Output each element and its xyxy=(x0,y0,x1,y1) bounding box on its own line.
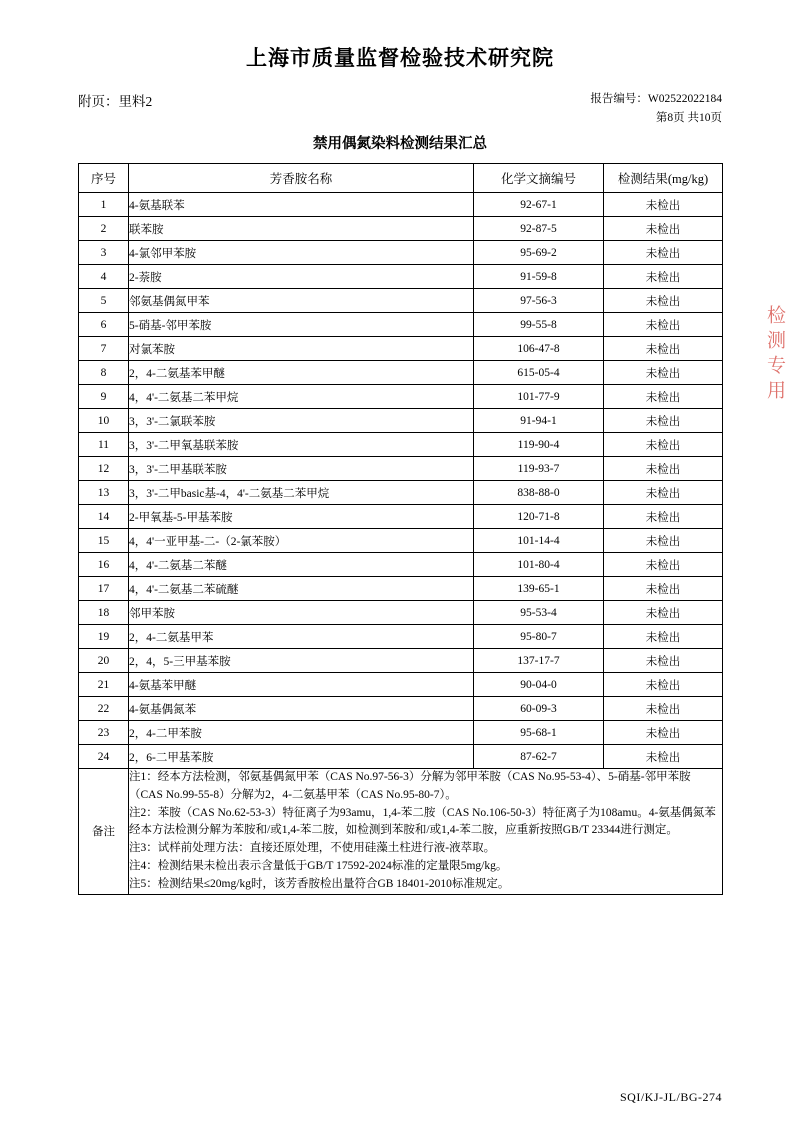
cell-cas: 101-77-9 xyxy=(474,385,604,409)
cell-index: 22 xyxy=(79,697,129,721)
cell-index: 12 xyxy=(79,457,129,481)
cell-index: 13 xyxy=(79,481,129,505)
cell-index: 17 xyxy=(79,577,129,601)
cell-result: 未检出 xyxy=(604,529,723,553)
cell-index: 19 xyxy=(79,625,129,649)
cell-cas: 92-67-1 xyxy=(474,193,604,217)
table-row xyxy=(79,553,723,577)
cell-result: 未检出 xyxy=(604,577,723,601)
cell-amine-name: 3，3'-二甲基联苯胺 xyxy=(129,457,474,481)
cell-cas: 87-62-7 xyxy=(474,745,604,769)
cell-result: 未检出 xyxy=(604,721,723,745)
cell-index: 6 xyxy=(79,313,129,337)
cell-index: 10 xyxy=(79,409,129,433)
page-number: 第8页 共10页 xyxy=(655,112,722,124)
cell-cas: 95-68-1 xyxy=(474,721,604,745)
table-row xyxy=(79,577,723,601)
cell-cas: 90-04-0 xyxy=(474,673,604,697)
cell-result: 未检出 xyxy=(604,313,723,337)
cell-amine-name: 2-萘胺 xyxy=(129,265,474,289)
cell-result: 未检出 xyxy=(604,385,723,409)
cell-result: 未检出 xyxy=(604,553,723,577)
cell-amine-name: 邻甲苯胺 xyxy=(129,601,474,625)
attachment-label: 附页：里料2 xyxy=(78,94,153,109)
cell-result: 未检出 xyxy=(604,481,723,505)
cell-index: 21 xyxy=(79,673,129,697)
page-title: 禁用偶氮染料检测结果汇总 xyxy=(313,136,487,152)
cell-cas: 119-93-7 xyxy=(474,457,604,481)
cell-amine-name: 4，4'-二氨基二苯甲烷 xyxy=(129,385,474,409)
cell-amine-name: 4-氨基苯甲醚 xyxy=(129,673,474,697)
table-row xyxy=(79,649,723,673)
cell-index: 9 xyxy=(79,385,129,409)
remark-line: 注2：苯胺（CAS No.62-53-3）特征离子为93amu，1,4-苯二胺（CAS No.106-50-3）特征离子为108amu。4-氨基偶氮苯经本方法检测分解为苯胺和/或1,4-苯二胺，如检测到苯胺和/或1,4-苯二胺，应重新按照GB/T 23344进行测定。 xyxy=(129,806,716,837)
table-row xyxy=(79,673,723,697)
table-row xyxy=(79,625,723,649)
cell-cas: 91-59-8 xyxy=(474,265,604,289)
cell-cas: 615-05-4 xyxy=(474,361,604,385)
column-header-cas: 化学文摘编号 xyxy=(474,164,604,193)
table-row xyxy=(79,529,723,553)
results-table xyxy=(78,163,723,895)
cell-cas: 101-14-4 xyxy=(474,529,604,553)
cell-amine-name: 对氯苯胺 xyxy=(129,337,474,361)
cell-cas: 838-88-0 xyxy=(474,481,604,505)
remark-line: 注1：经本方法检测，邻氨基偶氮甲苯（CAS No.97-56-3）分解为邻甲苯胺（CAS No.95-53-4）、5-硝基-邻甲苯胺（CAS No.99-55-8）分解为2，4-二氨基甲苯（CAS No.95-80-7）。 xyxy=(129,771,691,801)
cell-amine-name: 2-甲氧基-5-甲基苯胺 xyxy=(129,505,474,529)
table-row xyxy=(79,313,723,337)
cell-cas: 119-90-4 xyxy=(474,433,604,457)
form-code: SQI/KJ-JL/BG-274 xyxy=(619,1090,722,1104)
cell-amine-name: 邻氨基偶氮甲苯 xyxy=(129,289,474,313)
organization-title: 上海市质量监督检验技术研究院 xyxy=(246,46,554,70)
cell-amine-name: 4-氨基联苯 xyxy=(129,193,474,217)
table-row xyxy=(79,721,723,745)
cell-cas: 99-55-8 xyxy=(474,313,604,337)
cell-index: 14 xyxy=(79,505,129,529)
cell-result: 未检出 xyxy=(604,673,723,697)
cell-result: 未检出 xyxy=(604,361,723,385)
cell-result: 未检出 xyxy=(604,265,723,289)
cell-amine-name: 4，4'-二氨基二苯醚 xyxy=(129,553,474,577)
cell-index: 18 xyxy=(79,601,129,625)
cell-index: 23 xyxy=(79,721,129,745)
cell-cas: 137-17-7 xyxy=(474,649,604,673)
cell-amine-name: 3，3'-二甲basic基-4，4'-二氨基二苯甲烷 xyxy=(129,481,474,505)
cell-cas: 95-53-4 xyxy=(474,601,604,625)
table-row xyxy=(79,433,723,457)
stamp-seal: 检测专用 xyxy=(764,305,785,405)
cell-index: 16 xyxy=(79,553,129,577)
cell-cas: 95-69-2 xyxy=(474,241,604,265)
cell-result: 未检出 xyxy=(604,337,723,361)
cell-index: 2 xyxy=(79,217,129,241)
cell-index: 1 xyxy=(79,193,129,217)
cell-result: 未检出 xyxy=(604,649,723,673)
remark-line: 注3：试样前处理方法：直接还原处理，不使用硅藻土柱进行液-液萃取。 xyxy=(129,842,496,855)
cell-cas: 106-47-8 xyxy=(474,337,604,361)
cell-amine-name: 5-硝基-邻甲苯胺 xyxy=(129,313,474,337)
remarks-row xyxy=(79,769,723,895)
cell-cas: 101-80-4 xyxy=(474,553,604,577)
table-row xyxy=(79,193,723,217)
cell-result: 未检出 xyxy=(604,193,723,217)
table-row xyxy=(79,505,723,529)
cell-index: 8 xyxy=(79,361,129,385)
column-header-result: 检测结果(mg/kg) xyxy=(604,164,723,193)
report-number: 报告编号：W02522022184 xyxy=(590,93,722,105)
table-row xyxy=(79,601,723,625)
cell-amine-name: 联苯胺 xyxy=(129,217,474,241)
cell-amine-name: 2，6-二甲基苯胺 xyxy=(129,745,474,769)
table-row xyxy=(79,481,723,505)
table-row xyxy=(79,217,723,241)
table-row xyxy=(79,289,723,313)
cell-amine-name: 2，4-二氨基苯甲醚 xyxy=(129,361,474,385)
cell-result: 未检出 xyxy=(604,505,723,529)
table-row xyxy=(79,241,723,265)
cell-cas: 97-56-3 xyxy=(474,289,604,313)
cell-result: 未检出 xyxy=(604,433,723,457)
table-row xyxy=(79,745,723,769)
table-header-row xyxy=(79,164,723,193)
remark-line: 注4：检测结果未检出表示含量低于GB/T 17592-2024标准的定量限5mg/kg。 xyxy=(129,860,508,873)
cell-cas: 139-65-1 xyxy=(474,577,604,601)
table-row xyxy=(79,361,723,385)
cell-result: 未检出 xyxy=(604,241,723,265)
table-row xyxy=(79,265,723,289)
table-row xyxy=(79,697,723,721)
cell-result: 未检出 xyxy=(604,217,723,241)
table-row xyxy=(79,457,723,481)
cell-amine-name: 4-氯邻甲苯胺 xyxy=(129,241,474,265)
cell-amine-name: 2，4，5-三甲基苯胺 xyxy=(129,649,474,673)
cell-result: 未检出 xyxy=(604,409,723,433)
table-row xyxy=(79,337,723,361)
cell-amine-name: 3，3'-二氯联苯胺 xyxy=(129,409,474,433)
cell-amine-name: 3，3'-二甲氧基联苯胺 xyxy=(129,433,474,457)
cell-cas: 60-09-3 xyxy=(474,697,604,721)
cell-amine-name: 4，4'一亚甲基-二-（2-氯苯胺） xyxy=(129,529,474,553)
cell-index: 3 xyxy=(79,241,129,265)
cell-amine-name: 2，4-二氨基甲苯 xyxy=(129,625,474,649)
table-row xyxy=(79,385,723,409)
cell-result: 未检出 xyxy=(604,697,723,721)
cell-amine-name: 4，4'-二氨基二苯硫醚 xyxy=(129,577,474,601)
table-body xyxy=(79,193,723,769)
column-header-index: 序号 xyxy=(79,164,129,193)
cell-result: 未检出 xyxy=(604,625,723,649)
cell-index: 5 xyxy=(79,289,129,313)
remarks-label: 备注 xyxy=(79,769,129,895)
cell-cas: 120-71-8 xyxy=(474,505,604,529)
remark-line: 注5：检测结果≤20mg/kg时，该芳香胺检出量符合GB 18401-2010标准规定。 xyxy=(129,877,510,890)
cell-result: 未检出 xyxy=(604,745,723,769)
cell-cas: 91-94-1 xyxy=(474,409,604,433)
cell-amine-name: 4-氨基偶氮苯 xyxy=(129,697,474,721)
cell-index: 20 xyxy=(79,649,129,673)
cell-cas: 92-87-5 xyxy=(474,217,604,241)
cell-index: 24 xyxy=(79,745,129,769)
document-meta xyxy=(78,90,722,130)
cell-index: 7 xyxy=(79,337,129,361)
column-header-amine-name: 芳香胺名称 xyxy=(129,164,474,193)
cell-amine-name: 2，4-二甲苯胺 xyxy=(129,721,474,745)
cell-result: 未检出 xyxy=(604,601,723,625)
cell-cas: 95-80-7 xyxy=(474,625,604,649)
cell-result: 未检出 xyxy=(604,289,723,313)
remarks-body xyxy=(129,769,723,895)
table-row xyxy=(79,409,723,433)
cell-result: 未检出 xyxy=(604,457,723,481)
cell-index: 15 xyxy=(79,529,129,553)
cell-index: 11 xyxy=(79,433,129,457)
cell-index: 4 xyxy=(79,265,129,289)
